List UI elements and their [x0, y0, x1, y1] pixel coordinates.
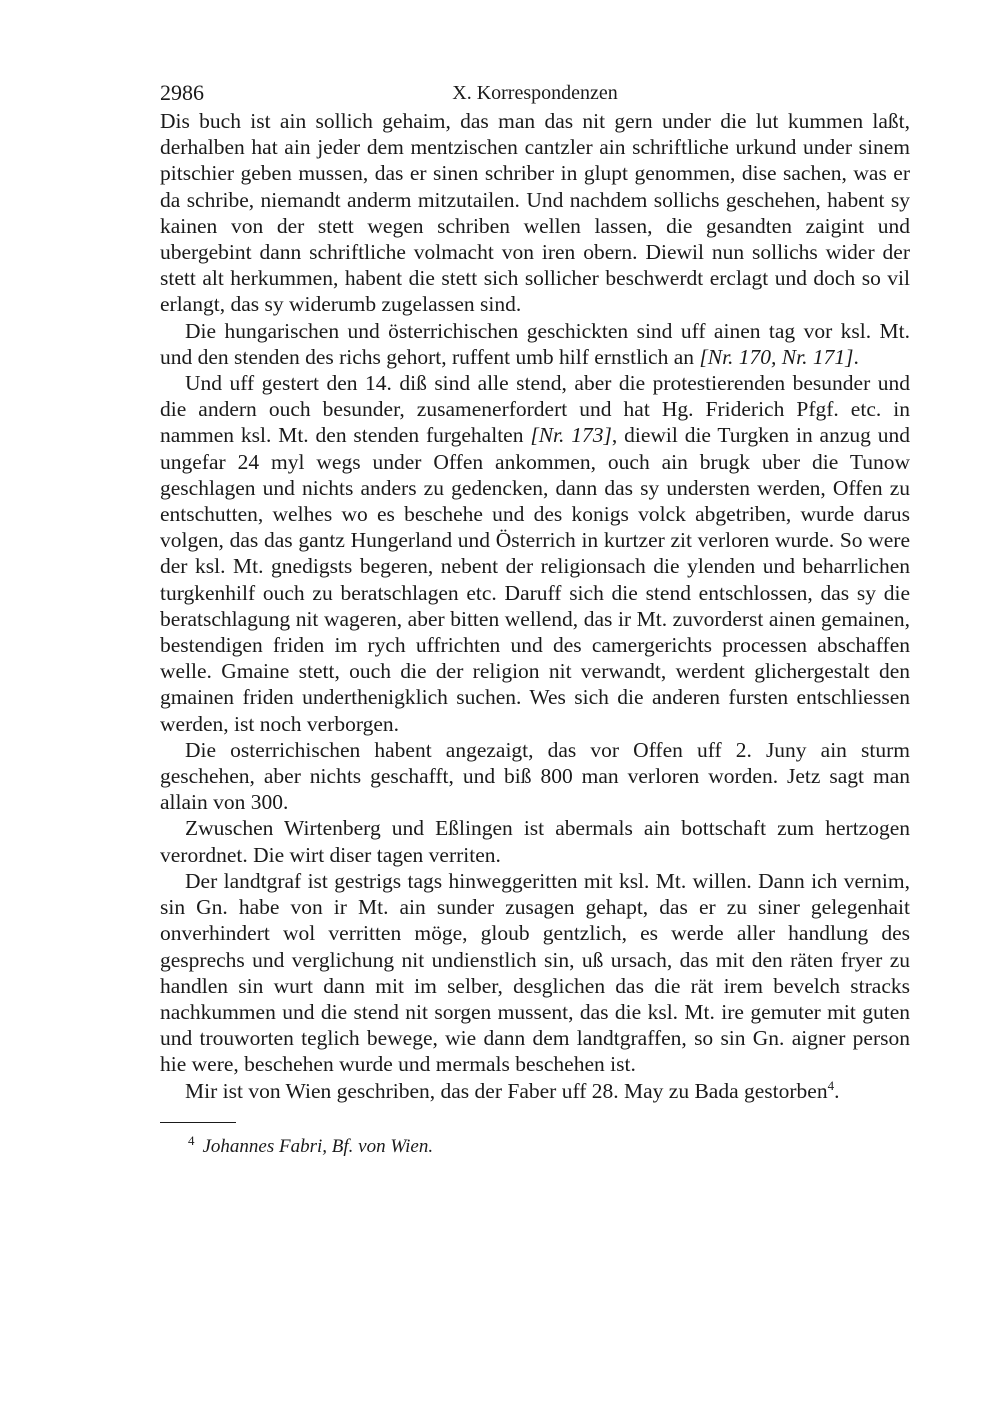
paragraph-text: Der landtgraf ist gestrigs tags hinweggeritten mit ksl. Mt. willen. Dann ich vernim, sin Gn. habe von ir Mt. ain sunder zusagen gehapt, das er zu siner gelegenhait onverhindert wol verritten möge, gloub gentzlich, es werde aller handlung des gesprechs und verglichung nit undienstlich sin, uß ursach, das mit den räten fryer zu handlen sin wurt dann mit im selber, desglichen das die rät irem bevelch stracks nachkummen und die stend nit sorgen mussent, das die ksl. Mt. ire gemuter mit guten und trouworten teglich bewege, wie dann dem landtgraffen, so sin Gn. aigner person hie were, beschehen wurde und mermals beschehen ist.: [160, 868, 910, 1077]
running-head: [160, 78, 910, 108]
paragraph-text: .: [853, 344, 859, 369]
paragraph-3: [160, 370, 910, 737]
paragraph-1: [160, 108, 910, 318]
paragraph-text: Mir ist von Wien geschriben, das der Faber uff 28. May zu Bada gestorben: [185, 1078, 828, 1103]
footnote: [160, 1129, 910, 1159]
paragraph-text: Zwuschen Wirtenberg und Eßlingen ist abermals ain bottschaft zum hertzogen verordnet. Die wirt diser tagen verriten.: [160, 816, 910, 867]
footnote-marker: 4: [827, 1077, 835, 1093]
paragraph-6: [160, 868, 910, 1078]
page-number: 2986: [160, 80, 204, 105]
paragraph-text: Und uff gestert den 14. diß sind alle stend, aber die protestierenden besunder und die andern ouch besunder, zusamenerfordert und hat Hg. Friderich Pfgf. etc. in nammen ksl. Mt. den stenden furgehalten: [160, 371, 910, 448]
paragraph-text: Die osterrichischen habent angezaigt, das vor Offen uff 2. Juny ain sturm geschehen, aber nichts geschafft, und biß 800 man verloren worden. Jetz sagt man allain von 300.: [160, 737, 910, 815]
section-title: X. Korrespondenzen: [452, 82, 618, 104]
paragraph-4: [160, 737, 910, 816]
paragraph-text: , diewil die Turgken in anzug und ungefar 24 myl wegs under Offen ankommen, ouch ain brugk uber die Tunow geschlagen und nichts anders zu gedencken, dann das sy understen werden, Offen zu entschutten, welhes wo es beschehe und des konigs volck abgetriben, wurde darus volgen, das das gantz Hungerland und Österrich in kurtzer zit verloren wurde. So were der ksl. Mt. gnedigsts begeren, nebent der religionsach die ylenden und beharrlichen turgkenhilf ouch zu beratschlagen etc. Daruff sich die stend entschlossen, das sy die beratschlagung nit wageren, aber bitten wellend, das ir Mt. zuvorderst ainen gemainen, bestendigen friden im rych uffrichten und des camergerichts processen abschaffen welle. Gmaine stett, ouch die der religion nit verwandt, werdent glichergestalt den gmainen friden underthenigklich suchen. Wes sich die anderen fursten entschliessen werden, ist noch verborgen.: [160, 423, 911, 736]
body-text: [160, 108, 910, 1104]
footnote-text: Johannes Fabri, Bf. von Wien.: [202, 1135, 434, 1157]
document-reference: [Nr. 173]: [530, 423, 612, 448]
paragraph-text: Dis buch ist ain sollich gehaim, das man das nit gern under die lut kummen laßt, derhalben hat ain jeder dem mentzischen cantzler ain schriftliche urkund under sinem pitschier geben mussen, das er sinen schriber in glupt genommen, dise sachen, was er da schribe, niemandt anderm mitzutailen. Und nachdem sollichs geschehen, habent sy kainen von der stett wegen schriben wellen lassen, die gesandten zaigint und ubergebint dann schriftliche volmacht von iren obern. Diewil nun sollichs wider der stett alt herkummen, habent die stett sich sollicher beschwerdt erclagt und doch so vil erlangt, das sy widerumb zugelassen sind.: [160, 109, 910, 317]
document-reference: [Nr. 170, Nr. 171]: [699, 344, 854, 369]
document-page: [160, 78, 910, 1159]
paragraph-text: .: [834, 1078, 840, 1103]
paragraph-5: [160, 815, 910, 867]
paragraph-text: Die hungarischen und österrichischen geschickten sind uff ainen tag vor ksl. Mt. und den stenden des richs gehort, ruffent umb hilf ernstlich an: [160, 318, 910, 369]
footnote-number: 4: [188, 1132, 195, 1148]
footnote-divider: [160, 1122, 236, 1123]
paragraph-7: [160, 1078, 910, 1104]
paragraph-2: [160, 318, 910, 370]
